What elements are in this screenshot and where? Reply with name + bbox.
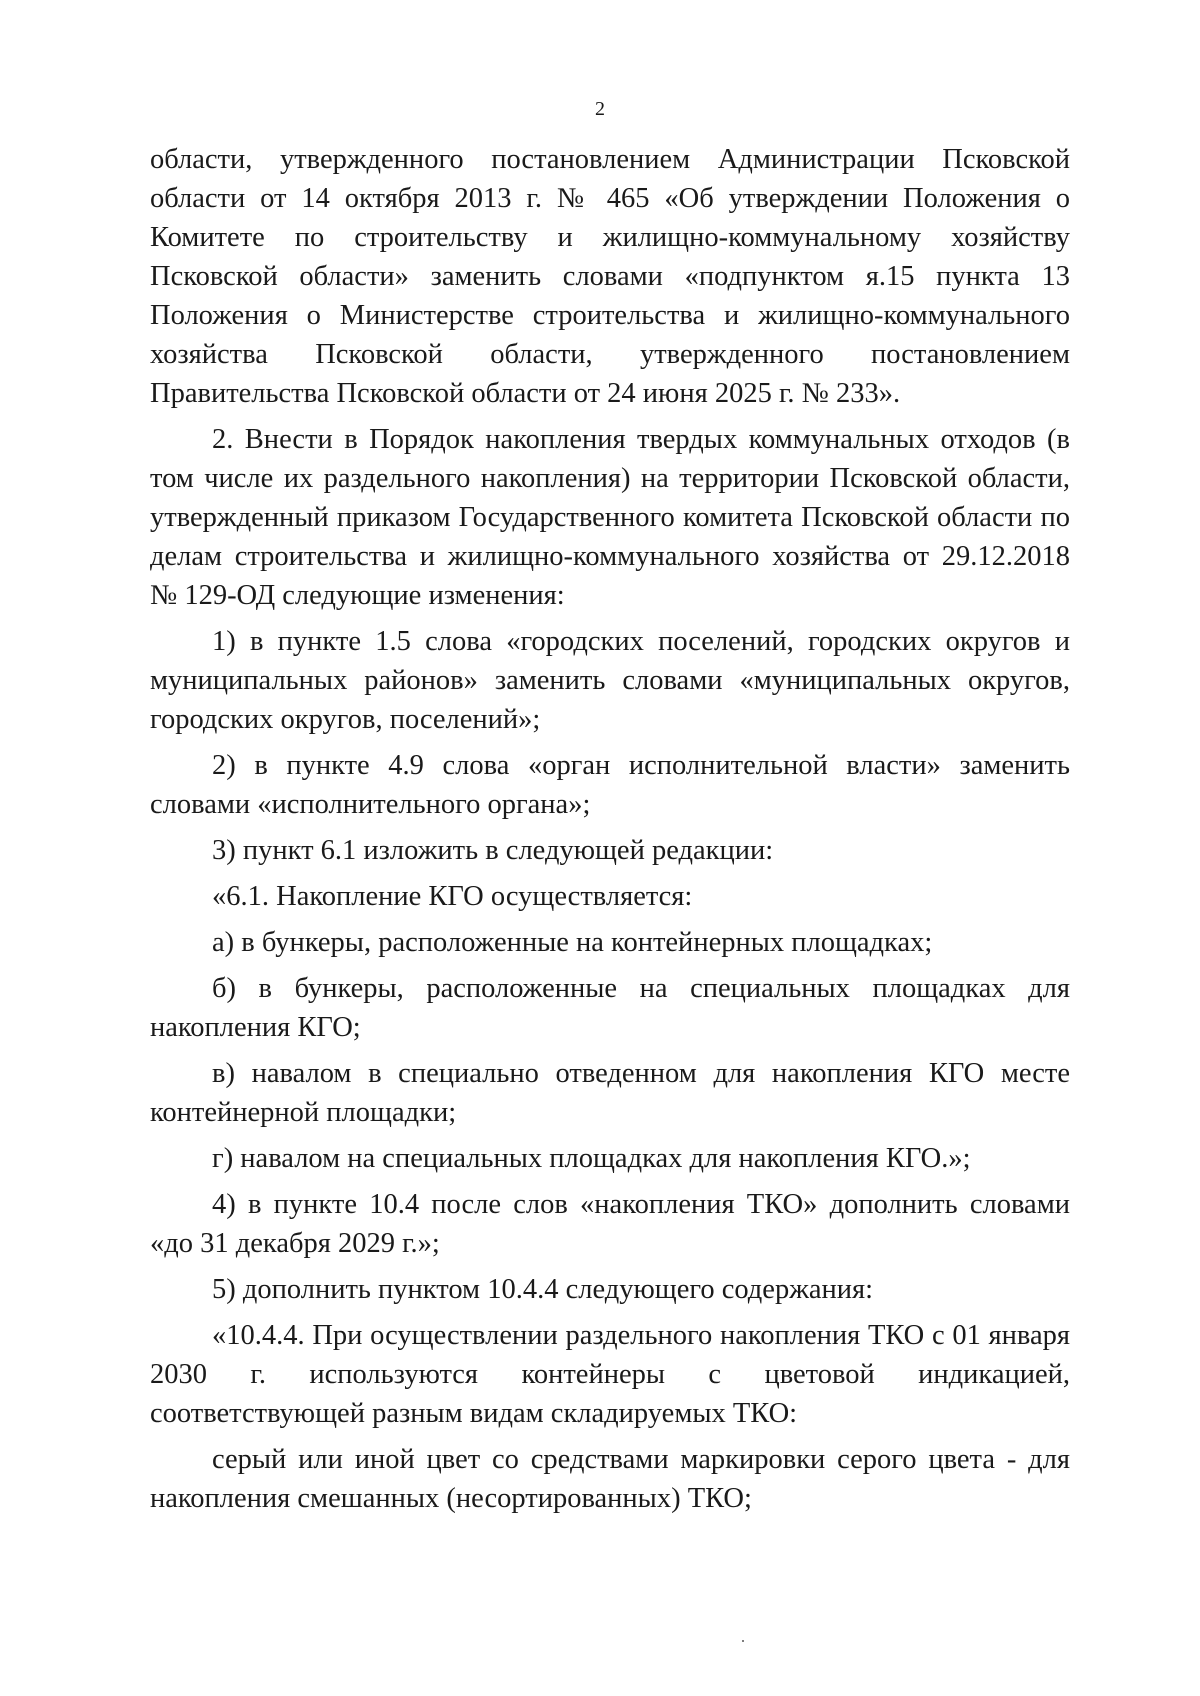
paragraph-clause-a: а) в бункеры, расположенные на контейнерных площадках;: [212, 927, 933, 958]
paragraph-subitem-5: 5) дополнить пунктом 10.4.4 следующего содержания:: [212, 1274, 874, 1305]
paragraph-continuation: области, утвержденного постановлением Администрации Псковской области от 14 октября 2013 г. № 465 «Об утверждении Положения о Комитете по строительству и жилищно-коммунальному хозяйству Псковской области» заменить словами «подпунктом я.15 пункта 13 Положения о Министерстве строительства и жилищно-коммунального хозяйства Псковской области, утвержденного постановлением Правительства Псковской области от 24 июня 2025 г. № 233».: [150, 144, 1070, 409]
page-number: 2: [595, 98, 605, 120]
document-body: [150, 140, 1070, 1518]
paragraph-clause-10-4-4: «10.4.4. При осуществлении раздельного накопления ТКО с 01 января 2030 г. используются контейнеры с цветовой индикацией, соответствующей разным видам складируемых ТКО:: [150, 1320, 1070, 1429]
paragraph-clause-g: г) навалом на специальных площадках для накопления КГО.»;: [212, 1143, 971, 1174]
scan-speck: [742, 1640, 744, 1642]
paragraph-subitem-4: 4) в пункте 10.4 после слов «накопления ТКО» дополнить словами «до 31 декабря 2029 г.»;: [150, 1189, 1070, 1259]
paragraph-gray-container: серый или иной цвет со средствами маркировки серого цвета - для накопления смешанных (несортированных) ТКО;: [150, 1444, 1070, 1514]
paragraph-subitem-1: 1) в пункте 1.5 слова «городских поселений, городских округов и муниципальных районов» заменить словами «муниципальных округов, городских округов, поселений»;: [150, 626, 1070, 735]
paragraph-subitem-3: 3) пункт 6.1 изложить в следующей редакции:: [212, 835, 774, 866]
paragraph-clause-b: б) в бункеры, расположенные на специальных площадках для накопления КГО;: [150, 973, 1070, 1043]
paragraph-clause-v: в) навалом в специально отведенном для накопления КГО месте контейнерной площадки;: [150, 1058, 1070, 1128]
paragraph-item-2: 2. Внести в Порядок накопления твердых коммунальных отходов (в том числе их раздельного накопления) на территории Псковской области, утвержденный приказом Государственного комитета Псковской области по делам строительства и жилищно-коммунального хозяйства от 29.12.2018 № 129-ОД следующие изменения:: [150, 424, 1070, 611]
paragraph-clause-6-1: «6.1. Накопление КГО осуществляется:: [212, 881, 693, 912]
paragraph-subitem-2: 2) в пункте 4.9 слова «орган исполнительной власти» заменить словами «исполнительного органа»;: [150, 750, 1070, 820]
